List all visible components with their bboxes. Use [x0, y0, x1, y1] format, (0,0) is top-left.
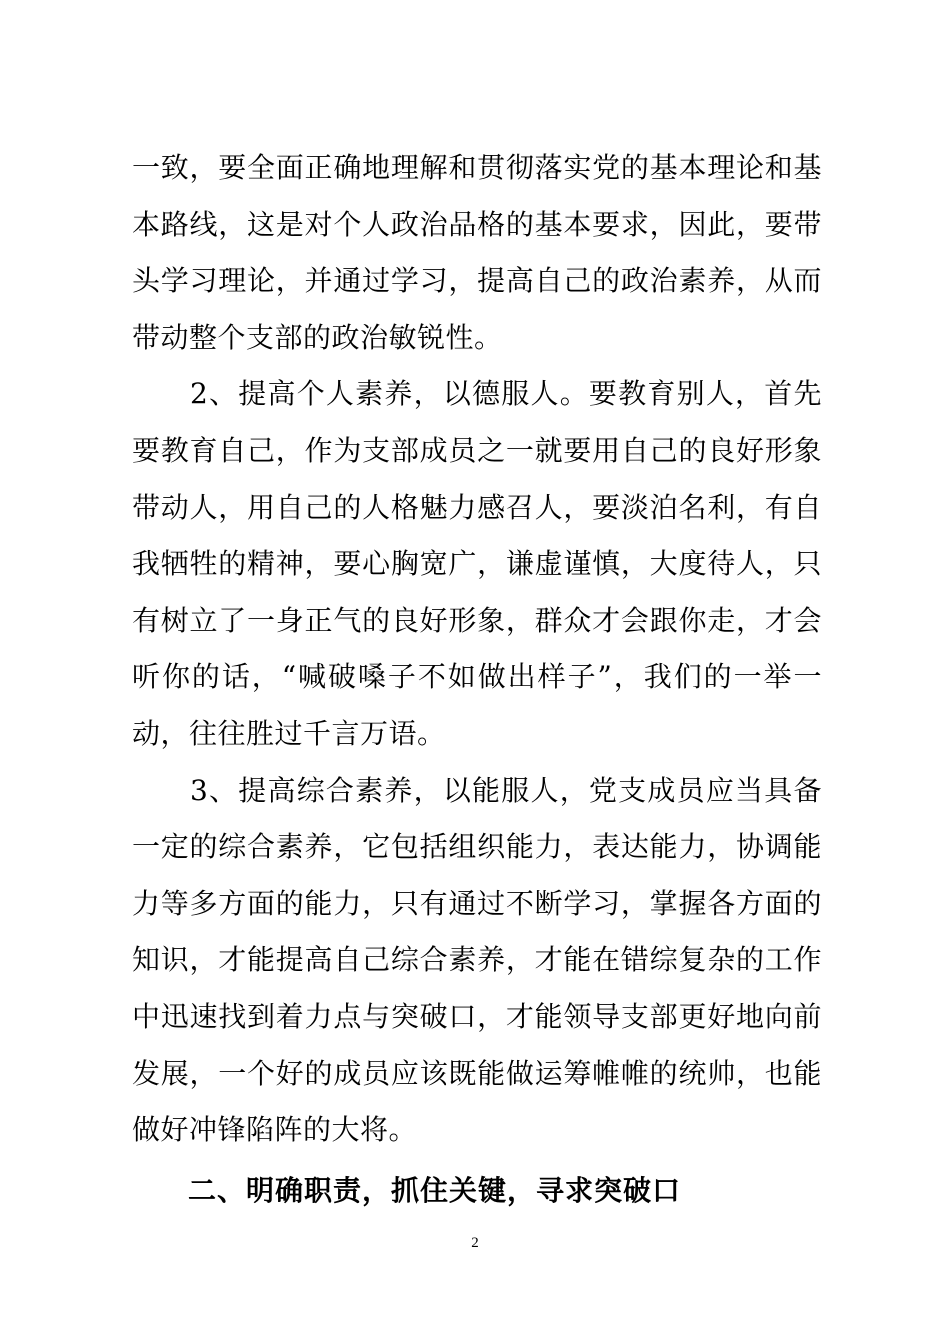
paragraph-item-3: 3、提高综合素养，以能服人，党支成员应当具备一定的综合素养，它包括组织能力，表达能力，协调能力等多方面的能力，只有通过不断学习，掌握各方面的知识，才能提高自己综合素养，才能在错综复杂的工作中迅速找到着力点与突破口，才能领导支部更好地向前发展，一个好的成员应该既能做运筹帷帷的统帅，也能做好冲锋陷阵的大将。: [132, 773, 822, 1147]
paragraph-item-2: 2、提高个人素养，以德服人。要教育别人，首先要教育自己，作为支部成员之一就要用自己的良好形象带动人，用自己的人格魅力感召人，要淡泊名利，有自我牺牲的精神，要心胸宽广，谦虚谨慎，大度待人，只有树立了一身正气的良好形象，群众才会跟你走，才会听你的话，“喊破嗓子不如做出样子”，我们的一举一动，往往胜过千言万语。: [132, 377, 822, 750]
paragraph-continuation: 一致，要全面正确地理解和贯彻落实党的基本理论和基本路线，这是对个人政治品格的基本要求，因此，要带头学习理论，并通过学习，提高自己的政治素养，从而带动整个支部的政治敏锐性。: [132, 151, 822, 354]
page-number: 2: [471, 1235, 479, 1251]
document-body: [132, 140, 822, 1219]
section-heading: 二、明确职责，抓住关键，寻求突破口: [188, 1173, 682, 1207]
